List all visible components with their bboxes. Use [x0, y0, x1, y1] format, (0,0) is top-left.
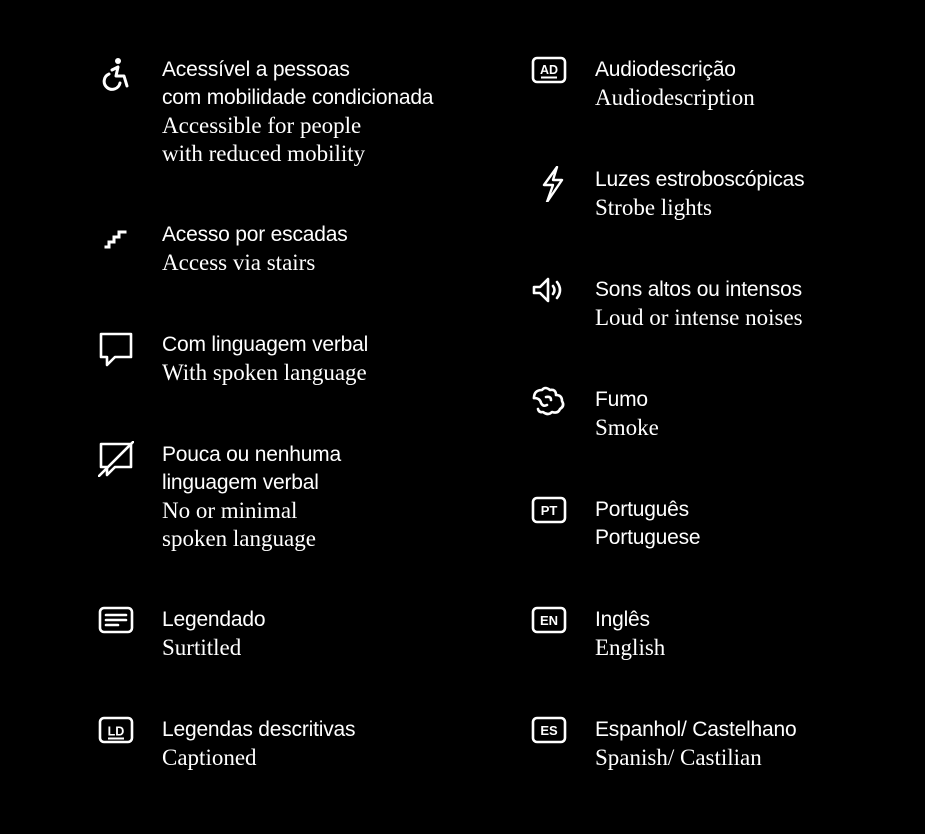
label-pt: Legendado	[162, 608, 266, 631]
label-pt-line-2: linguagem verbal	[162, 471, 319, 494]
label-pt: Com linguagem verbal	[162, 333, 369, 356]
en-badge-icon	[531, 606, 567, 642]
ld-badge-text: LD	[107, 724, 125, 739]
label-pt: Fumo	[595, 388, 648, 411]
speech-bubble-crossed-icon	[98, 441, 134, 477]
label-en: English	[595, 635, 666, 660]
ad-badge-text: AD	[539, 63, 559, 77]
label-en: Portuguese	[595, 526, 701, 549]
speech-bubble-icon	[98, 331, 134, 367]
label-pt: Português	[595, 498, 689, 521]
label-en-line-1: Accessible for people	[162, 113, 362, 138]
smoke-icon	[531, 386, 567, 422]
label-en: With spoken language	[162, 360, 367, 385]
label-pt: Audiodescrição	[595, 58, 736, 81]
label-en: Strobe lights	[595, 195, 712, 220]
label-pt-line-1: Pouca ou nenhuma	[162, 443, 341, 466]
pt-badge-icon	[531, 496, 567, 532]
es-badge-text: ES	[540, 723, 558, 738]
speaker-icon	[531, 276, 567, 312]
label-en: Spanish/ Castilian	[595, 745, 762, 770]
es-badge-icon	[531, 716, 567, 752]
label-pt: Legendas descritivas	[162, 718, 356, 741]
label-en: Surtitled	[162, 635, 242, 660]
label-en-line-2: spoken language	[162, 526, 316, 551]
label-pt: Sons altos ou intensos	[595, 278, 802, 301]
en-badge-text: EN	[539, 613, 559, 628]
subtitles-icon	[98, 606, 134, 642]
label-en: Captioned	[162, 745, 257, 770]
label-pt-line-1: Acessível a pessoas	[162, 58, 350, 81]
label-en: Loud or intense noises	[595, 305, 803, 330]
label-en: Audiodescription	[595, 85, 755, 110]
stairs-icon	[98, 221, 134, 257]
label-pt: Espanhol/ Castelhano	[595, 718, 797, 741]
label-en-line-1: No or minimal	[162, 498, 298, 523]
ld-badge-icon	[98, 716, 134, 752]
ad-badge-icon	[531, 56, 567, 92]
lightning-icon	[531, 166, 567, 202]
label-pt-line-2: com mobilidade condicionada	[162, 86, 434, 109]
label-en-line-2: with reduced mobility	[162, 141, 366, 166]
wheelchair-icon	[98, 56, 134, 92]
label-pt: Luzes estroboscópicas	[595, 168, 805, 191]
label-en: Access via stairs	[162, 250, 316, 275]
label-en: Smoke	[595, 415, 659, 440]
pt-badge-text: PT	[540, 503, 558, 518]
label-pt: Acesso por escadas	[162, 223, 348, 246]
label-pt: Inglês	[595, 608, 650, 631]
